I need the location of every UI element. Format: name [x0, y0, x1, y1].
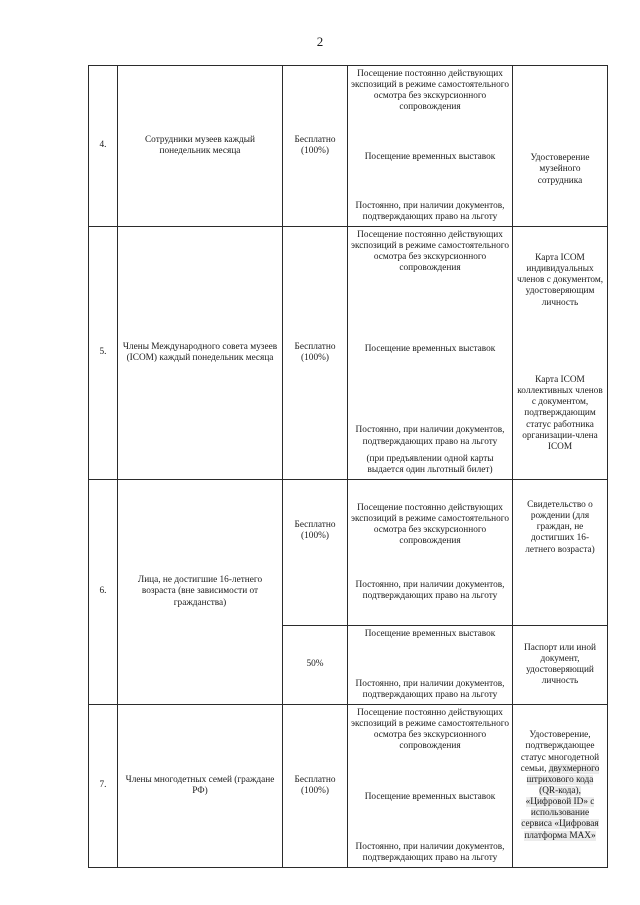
table-row: [89, 66, 608, 227]
row-number: 5.: [89, 227, 118, 480]
service-text: Посещение постоянно действующих экспозиций в режиме самостоятельного осмотра без экскурсионного сопровождения: [351, 69, 510, 113]
page-number: 2: [316, 34, 324, 49]
services-cell: [348, 705, 513, 868]
price-cell: Бесплатно (100%): [283, 705, 348, 868]
documents-cell: Паспорт или иной документ, удостоверяющий личность: [513, 626, 608, 705]
services-cell: [348, 480, 513, 626]
document-highlight-text: двухмерного штрихового кода (QR-кода), «Цифровой ID» с использование сервиса «Цифровая платформа MAX»: [521, 763, 600, 841]
service-text: Постоянно, при наличии документов, подтверждающих право на льготу: [355, 841, 505, 863]
benefits-table: [88, 65, 608, 868]
service-text: Постоянно, при наличии документов, подтверждающих право на льготу: [355, 580, 505, 602]
service-text: Постоянно, при наличии документов, подтверждающих право на льготу: [355, 678, 505, 700]
service-text: Посещение временных выставок: [364, 151, 496, 162]
service-text: Постоянно, при наличии документов, подтверждающих право на льготу: [355, 425, 505, 447]
category-cell: Сотрудники музеев каждый понедельник месяца: [118, 66, 283, 227]
table-row: [89, 227, 608, 480]
category-cell: Члены многодетных семей (граждане РФ): [118, 705, 283, 868]
document-text: Удостоверение, подтверждающее статус многодетной семьи,: [520, 730, 600, 774]
category-cell: Лица, не достигшие 16-летнего возраста (вне зависимости от гражданства): [118, 480, 283, 705]
document-text: Карта ICOM коллективных членов с документом, подтверждающим статус работника организации-члена ICOM: [517, 374, 603, 452]
document-text: Удостоверение музейного сотрудника: [530, 153, 590, 186]
services-cell: [348, 66, 513, 227]
row-number: 6.: [89, 480, 118, 705]
category-cell: Члены Международного совета музеев (ICOM) каждый понедельник месяца: [118, 227, 283, 480]
service-text: Посещение постоянно действующих экспозиций в режиме самостоятельного осмотра без экскурсионного сопровождения: [351, 230, 510, 274]
documents-cell: Свидетельство о рождении (для граждан, не достигших 16-летнего возраста): [513, 480, 608, 626]
service-text: Посещение временных выставок: [364, 344, 496, 355]
documents-cell: [513, 227, 608, 480]
price-cell: Бесплатно (100%): [283, 480, 348, 626]
price-cell: Бесплатно (100%): [283, 66, 348, 227]
table-row: [89, 705, 608, 868]
price-cell: Бесплатно (100%): [283, 227, 348, 480]
documents-cell: [513, 705, 608, 868]
services-cell: [348, 626, 513, 705]
service-text: Постоянно, при наличии документов, подтверждающих право на льготу: [355, 200, 505, 222]
row-number: 7.: [89, 705, 118, 868]
row-number: 4.: [89, 66, 118, 227]
service-text: Посещение временных выставок: [364, 629, 496, 639]
price-cell: 50%: [283, 626, 348, 705]
services-cell: [348, 227, 513, 480]
table-row: [89, 480, 608, 626]
document-text: Карта ICOM индивидуальных членов с документом, удостоверяющим личность: [516, 253, 604, 308]
service-note: (при предъявлении одной карты выдается один льготный билет): [366, 453, 494, 475]
service-text: Посещение временных выставок: [364, 791, 496, 802]
service-text: Посещение постоянно действующих экспозиций в режиме самостоятельного осмотра без экскурсионного сопровождения: [351, 708, 510, 752]
documents-cell: [513, 66, 608, 227]
service-text: Посещение постоянно действующих экспозиций в режиме самостоятельного осмотра без экскурсионного сопровождения: [351, 502, 510, 546]
